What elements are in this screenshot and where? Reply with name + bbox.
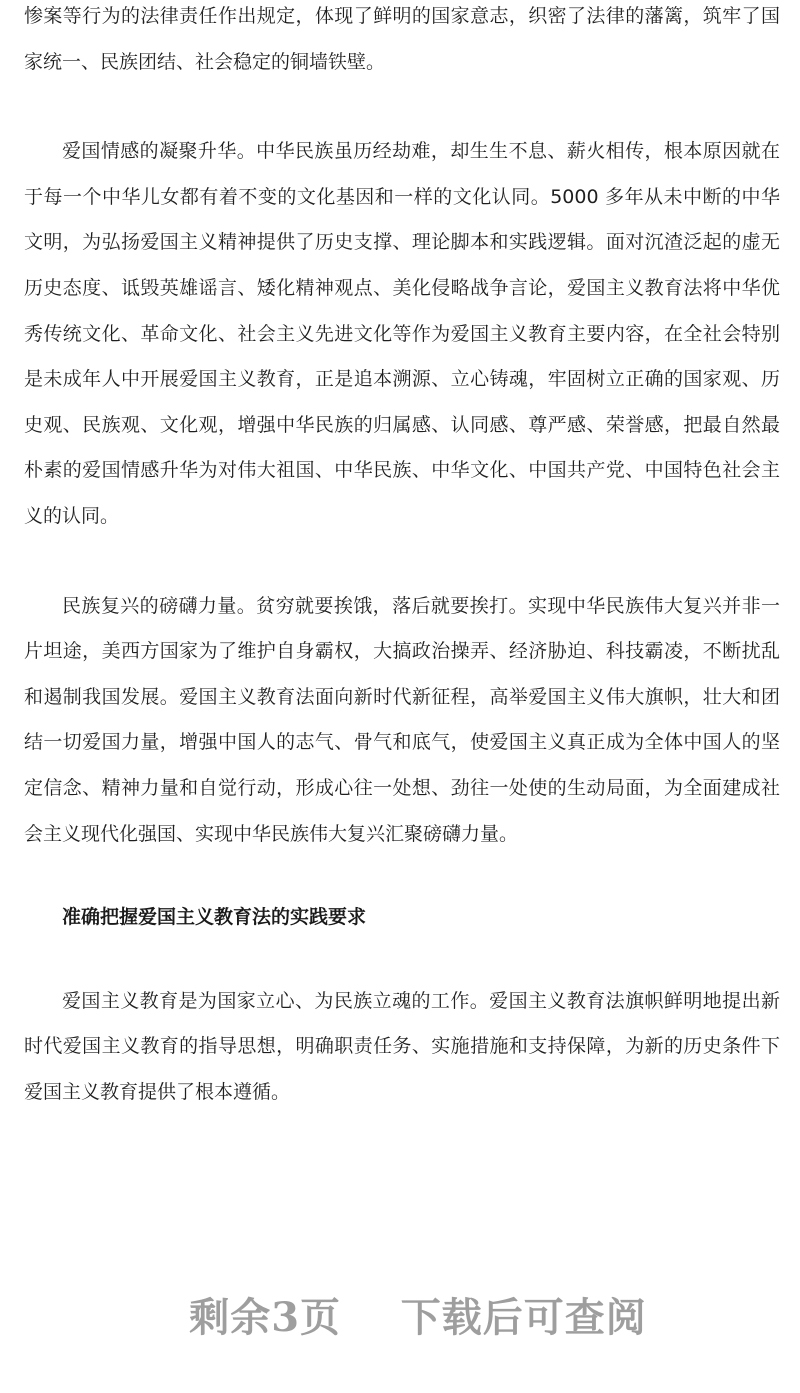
paragraph-closing: 爱国主义教育是为国家立心、为民族立魂的工作。爱国主义教育法旗帜鲜明地提出新时代爱国主义教育的指导思想，明确职责任务、实施措施和支持保障，为新的历史条件下爱国主义教育提供了根本遵循。 [24, 989, 780, 1103]
download-prompt[interactable] [0, 1286, 800, 1343]
remaining-pages-label: 剩余3页 [189, 1294, 342, 1341]
paragraph-patriotic-emotion: 爱国情感的凝聚升华。中华民族虽历经劫难，却生生不息、薪火相传，根本原因就在于每一个中华儿女都有着不变的文化基因和一样的文化认同。5000 多年从未中断的中华文明，为弘扬爱国主义精神提供了历史支撑、理论脚本和实践逻辑。面对沉渣泛起的虚无历史态度、诋毁英雄谣言、矮化精神观点、美化侵略战争言论，爱国主义教育法将中华优秀传统文化、革命文化、社会主义先进文化等作为爱国主义教育主要内容，在全社会特别是未成年人中开展爱国主义教育，正是追本溯源、立心铸魂，牢固树立正确的国家观、历史观、民族观、文化观，增强中华民族的归属感、认同感、尊严感、荣誉感，把最自然最朴素的爱国情感升华为对伟大祖国、中华民族、中华文化、中国共产党、中国特色社会主义的认同。 [24, 140, 780, 527]
download-to-view-label: 下载后可查阅 [400, 1294, 647, 1341]
paragraph-national-rejuvenation: 民族复兴的磅礴力量。贫穷就要挨饿，落后就要挨打。实现中华民族伟大复兴并非一片坦途，美西方国家为了维护自身霸权，大搞政治操弄、经济胁迫、科技霸凌，不断扰乱和遏制我国发展。爱国主义教育法面向新时代新征程，高举爱国主义伟大旗帜，壮大和团结一切爱国力量，增强中国人的志气、骨气和底气，使爱国主义真正成为全体中国人的坚定信念、精神力量和自觉行动，形成心往一处想、劲往一处使的生动局面，为全面建成社会主义现代化强国、实现中华民族伟大复兴汇聚磅礴力量。 [24, 594, 780, 845]
document-body [24, 0, 780, 1115]
paragraph-continued: 惨案等行为的法律责任作出规定，体现了鲜明的国家意志，织密了法律的藩篱，筑牢了国家统一、民族团结、社会稳定的铜墙铁壁。 [24, 5, 780, 73]
section-heading: 准确把握爱国主义教育法的实践要求 [62, 906, 367, 929]
